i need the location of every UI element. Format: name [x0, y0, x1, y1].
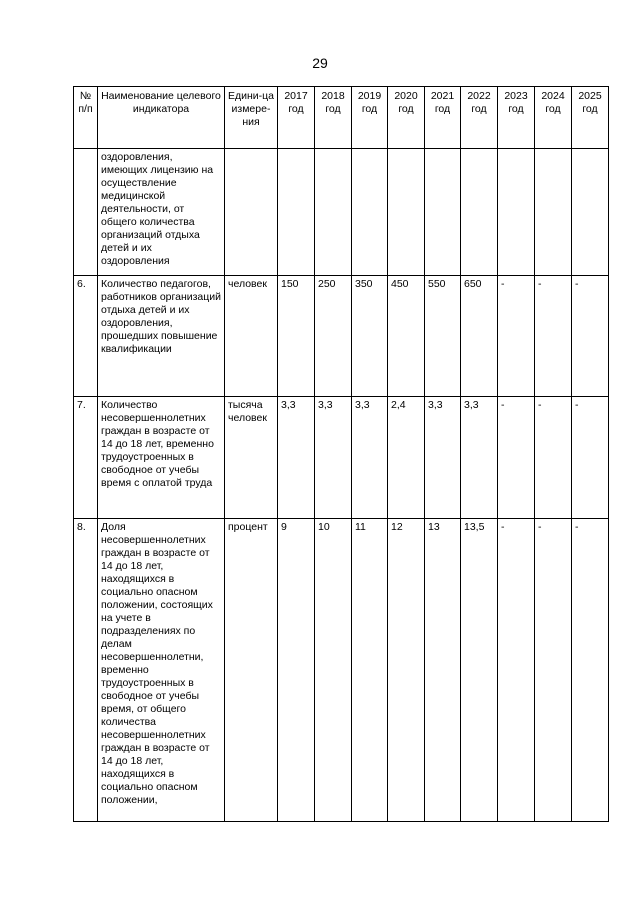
value-cell: 250 — [315, 276, 352, 397]
value-cell: - — [535, 519, 572, 822]
value-cell — [461, 149, 498, 276]
indicator-name-cell: Количество педагогов, работников организаций отдыха детей и их оздоровления, прошедших повышение квалификации — [98, 276, 225, 397]
value-cell: 3,3 — [315, 397, 352, 519]
value-cell: 9 — [278, 519, 315, 822]
value-cell: - — [572, 397, 609, 519]
value-cell: 150 — [278, 276, 315, 397]
table-header — [74, 87, 609, 149]
row-number-cell: 8. — [74, 519, 98, 822]
header-cell-indicator-name: Наименование целевого индикатора — [98, 87, 225, 149]
table-row — [74, 276, 609, 397]
row-number-cell: 6. — [74, 276, 98, 397]
indicator-name-cell: Доля несовершеннолетних граждан в возрасте от 14 до 18 лет, находящихся в социально опасном положении, состоящих на учете в подразделениях по делам несовершеннолетни, временно трудоустроенных в свободное от учебы время, от общего количества несовершеннолетних граждан в возрасте от 14 до 18 лет, находящихся в социально опасном положении, — [98, 519, 225, 822]
value-cell: 13,5 — [461, 519, 498, 822]
value-cell: 650 — [461, 276, 498, 397]
value-cell: 550 — [425, 276, 461, 397]
value-cell: - — [572, 276, 609, 397]
row-number-cell: 7. — [74, 397, 98, 519]
value-cell: 3,3 — [425, 397, 461, 519]
unit-cell: тысяча человек — [225, 397, 278, 519]
unit-cell: человек — [225, 276, 278, 397]
header-cell-year: 2023 год — [498, 87, 535, 149]
header-cell-unit: Едини-ца измере-ния — [225, 87, 278, 149]
unit-cell: процент — [225, 519, 278, 822]
table-row — [74, 397, 609, 519]
value-cell: 3,3 — [278, 397, 315, 519]
header-cell-number: № п/п — [74, 87, 98, 149]
value-cell — [278, 149, 315, 276]
value-cell: 10 — [315, 519, 352, 822]
row-number-cell — [74, 149, 98, 276]
value-cell — [352, 149, 388, 276]
value-cell: - — [498, 276, 535, 397]
unit-cell — [225, 149, 278, 276]
value-cell: 3,3 — [352, 397, 388, 519]
header-row — [74, 87, 609, 149]
value-cell: - — [498, 519, 535, 822]
value-cell — [388, 149, 425, 276]
value-cell: - — [535, 276, 572, 397]
value-cell — [572, 149, 609, 276]
value-cell: - — [535, 397, 572, 519]
table-row — [74, 149, 609, 276]
value-cell: 450 — [388, 276, 425, 397]
indicators-table — [73, 86, 609, 822]
value-cell: 12 — [388, 519, 425, 822]
indicator-name-cell: Количество несовершеннолетних граждан в возрасте от 14 до 18 лет, временно трудоустроенных в свободное от учебы время с оплатой труда — [98, 397, 225, 519]
header-cell-year: 2024 год — [535, 87, 572, 149]
value-cell — [425, 149, 461, 276]
value-cell: 350 — [352, 276, 388, 397]
value-cell: 11 — [352, 519, 388, 822]
value-cell: 3,3 — [461, 397, 498, 519]
header-cell-year: 2025 год — [572, 87, 609, 149]
header-cell-year: 2021 год — [425, 87, 461, 149]
header-cell-year: 2019 год — [352, 87, 388, 149]
header-cell-year: 2020 год — [388, 87, 425, 149]
header-cell-year: 2017 год — [278, 87, 315, 149]
value-cell — [315, 149, 352, 276]
value-cell — [498, 149, 535, 276]
header-cell-year: 2022 год — [461, 87, 498, 149]
page-number: 29 — [312, 55, 328, 71]
indicator-name-cell: оздоровления, имеющих лицензию на осуществление медицинской деятельности, от общего количества организаций отдыха детей и их оздоровления — [98, 149, 225, 276]
value-cell: 13 — [425, 519, 461, 822]
value-cell: 2,4 — [388, 397, 425, 519]
table-row — [74, 519, 609, 822]
value-cell: - — [498, 397, 535, 519]
value-cell — [535, 149, 572, 276]
value-cell: - — [572, 519, 609, 822]
header-cell-year: 2018 год — [315, 87, 352, 149]
